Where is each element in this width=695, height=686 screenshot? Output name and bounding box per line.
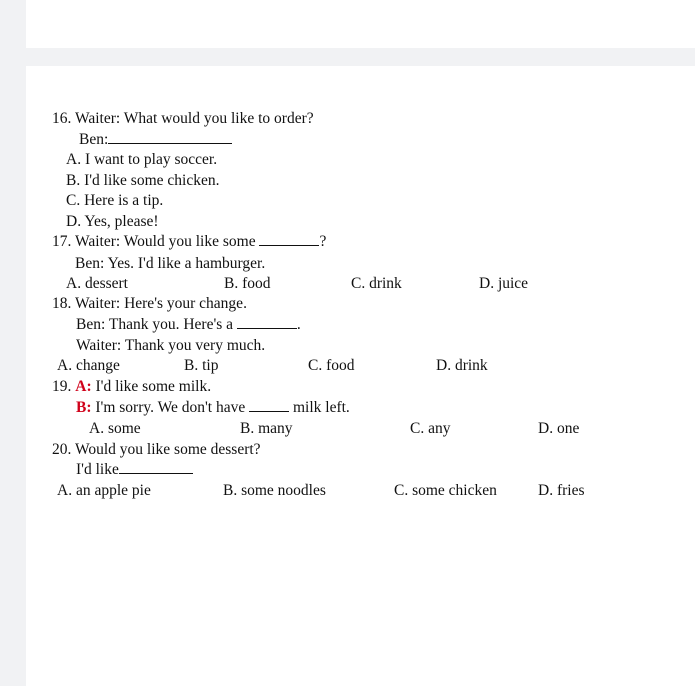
q18-reply-text: Ben: Thank you. Here's a <box>76 316 237 333</box>
q20-option-a: A. an apple pie <box>57 482 151 499</box>
q19-line-b <box>76 399 350 417</box>
q17-blank[interactable] <box>259 233 319 246</box>
q19-option-a: A. some <box>89 420 141 437</box>
q16-answer-line <box>79 131 232 149</box>
q16-blank[interactable] <box>108 131 232 144</box>
q18-question: 18. Waiter: Here's your change. <box>52 295 247 312</box>
q17-option-b: B. food <box>224 275 271 292</box>
q19-line-b-text: I'm sorry. We don't have <box>91 399 250 416</box>
q19-line-a-text: I'd like some milk. <box>91 378 212 395</box>
q16-option-c: C. Here is a tip. <box>66 192 164 209</box>
q18-option-a: A. change <box>57 357 120 374</box>
q19-speaker-a: A: <box>75 378 92 395</box>
q16-option-d: D. Yes, please! <box>66 213 159 230</box>
q17-question <box>52 233 326 251</box>
q20-answer-line <box>76 461 193 479</box>
q20-blank[interactable] <box>119 461 193 474</box>
q16-option-a: A. I want to play soccer. <box>66 151 218 168</box>
q19-number: 19. <box>52 378 76 395</box>
q17-reply: Ben: Yes. I'd like a hamburger. <box>75 255 266 272</box>
q20-option-b: B. some noodles <box>223 482 326 499</box>
q18-option-b: B. tip <box>184 357 219 374</box>
q18-option-d: D. drink <box>436 357 488 374</box>
q17-option-d: D. juice <box>479 275 529 292</box>
q16-answer-label: Ben: <box>79 131 109 148</box>
q17-option-c: C. drink <box>351 275 402 292</box>
q17-question-mark: ? <box>319 233 327 250</box>
q17-question-text: 17. Waiter: Would you like some <box>52 233 260 250</box>
q18-blank[interactable] <box>237 316 297 329</box>
q19-option-b: B. many <box>240 420 293 437</box>
q19-line-a <box>52 378 211 396</box>
q19-blank[interactable] <box>249 399 289 412</box>
q20-option-d: D. fries <box>538 482 585 499</box>
q19-option-c: C. any <box>410 420 451 437</box>
q18-reply-period: . <box>296 316 301 333</box>
q18-reply <box>76 316 301 334</box>
q16-question: 16. Waiter: What would you like to order? <box>52 110 314 127</box>
q17-option-a: A. dessert <box>66 275 128 292</box>
q18-option-c: C. food <box>308 357 355 374</box>
q19-speaker-b: B: <box>76 399 92 416</box>
q19-option-d: D. one <box>538 420 580 437</box>
q19-line-b-end: milk left. <box>289 399 350 416</box>
q16-option-b: B. I'd like some chicken. <box>66 172 220 189</box>
q20-answer-text: I'd like <box>76 461 119 478</box>
q20-option-c: C. some chicken <box>394 482 497 499</box>
q18-line3: Waiter: Thank you very much. <box>76 337 266 354</box>
q20-question: 20. Would you like some dessert? <box>52 441 261 458</box>
